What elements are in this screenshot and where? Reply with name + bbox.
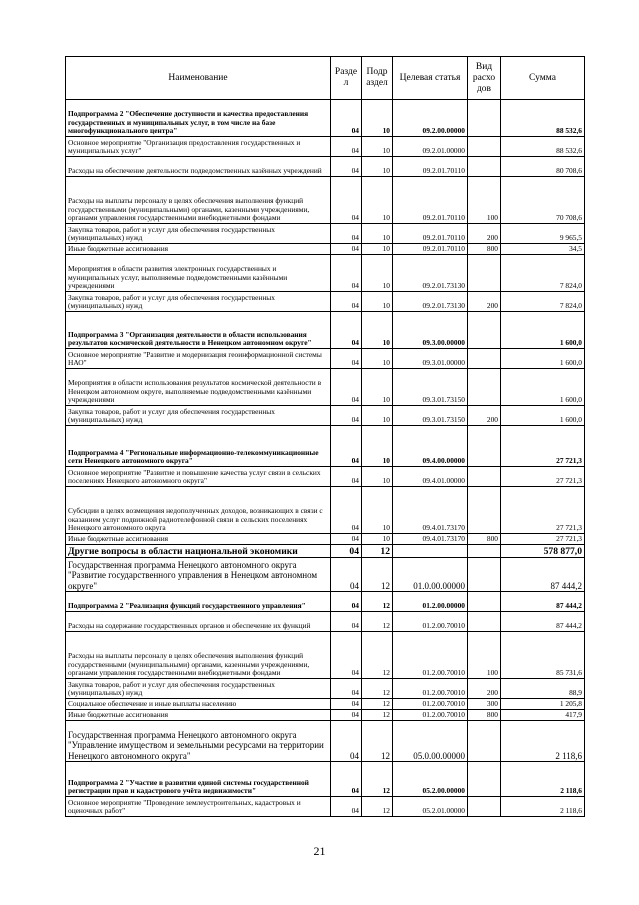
row-target: 09.2.01.70110 (393, 157, 468, 177)
row-razdel: 04 (331, 679, 362, 699)
row-podrazdel: 10 (362, 534, 393, 545)
row-sum: 34,5 (501, 244, 585, 255)
row-sum: 7 824,0 (501, 255, 585, 292)
row-podrazdel: 10 (362, 100, 393, 137)
row-razdel: 04 (331, 797, 362, 817)
row-podrazdel: 12 (362, 558, 393, 592)
row-name: Иные бюджетные ассигнования (66, 534, 331, 545)
row-podrazdel: 10 (362, 244, 393, 255)
header-sum: Сумма (501, 57, 585, 100)
row-sum: 27 721,3 (501, 534, 585, 545)
row-podrazdel: 10 (362, 292, 393, 312)
row-sum: 9 965,5 (501, 224, 585, 244)
row-razdel: 04 (331, 710, 362, 721)
row-sum: 2 118,6 (501, 797, 585, 817)
row-podrazdel: 10 (362, 312, 393, 349)
row-sum: 87 444,2 (501, 592, 585, 612)
row-razdel: 04 (331, 406, 362, 426)
row-sum: 7 824,0 (501, 292, 585, 312)
row-target: 01.0.00.00000 (393, 558, 468, 592)
row-sum: 88 532,6 (501, 100, 585, 137)
row-name: Подпрограмма 4 "Региональные информационно-телекоммуникационные сети Ненецкого автономного округа" (66, 426, 331, 467)
row-name: Подпрограмма 2 "Реализация функций государственного управления" (66, 592, 331, 612)
table-row (66, 349, 585, 369)
table-row (66, 369, 585, 406)
row-podrazdel: 10 (362, 157, 393, 177)
row-name: Иные бюджетные ассигнования (66, 710, 331, 721)
row-razdel: 04 (331, 612, 362, 632)
row-target: 09.3.01.00000 (393, 349, 468, 369)
row-target: 09.2.01.00000 (393, 137, 468, 157)
row-target: 05.2.00.00000 (393, 762, 468, 797)
row-razdel: 04 (331, 721, 362, 762)
row-razdel: 04 (331, 426, 362, 467)
page-number: 21 (313, 844, 326, 858)
row-vid (468, 762, 501, 797)
row-vid: 100 (468, 632, 501, 679)
row-target: 09.4.00.00000 (393, 426, 468, 467)
row-vid: 200 (468, 679, 501, 699)
row-vid (468, 545, 501, 558)
table-row (66, 244, 585, 255)
row-vid: 100 (468, 177, 501, 224)
row-name: Основное мероприятие "Развитие и модернизация геоинформационной системы НАО" (66, 349, 331, 369)
row-podrazdel: 10 (362, 177, 393, 224)
row-razdel: 04 (331, 244, 362, 255)
row-vid (468, 312, 501, 349)
row-name: Расходы на содержание государственных органов и обеспечение их функций (66, 612, 331, 632)
row-razdel: 04 (331, 699, 362, 710)
row-target: 01.2.00.70010 (393, 632, 468, 679)
row-sum: 70 708,6 (501, 177, 585, 224)
row-target (393, 545, 468, 558)
row-vid (468, 612, 501, 632)
table-row (66, 762, 585, 797)
row-razdel: 04 (331, 100, 362, 137)
table-row (66, 255, 585, 292)
row-name: Закупка товаров, работ и услуг для обеспечения государственных (муниципальных) нужд (66, 292, 331, 312)
table-row (66, 545, 585, 558)
row-target: 09.4.01.00000 (393, 467, 468, 487)
row-vid: 300 (468, 699, 501, 710)
row-sum: 27 721,3 (501, 487, 585, 534)
table-row (66, 157, 585, 177)
budget-table (65, 56, 585, 817)
row-podrazdel: 12 (362, 545, 393, 558)
header-razdel: Разде л (331, 57, 362, 100)
row-podrazdel: 10 (362, 369, 393, 406)
table-row (66, 679, 585, 699)
row-razdel: 04 (331, 137, 362, 157)
row-vid (468, 797, 501, 817)
table-row (66, 710, 585, 721)
row-sum: 1 600,0 (501, 406, 585, 426)
row-target: 05.0.00.00000 (393, 721, 468, 762)
row-name: Мероприятия в области развития электронных государственных и муниципальных услуг, выполняемые подведомственными казёнными учреждениями (66, 255, 331, 292)
row-podrazdel: 12 (362, 679, 393, 699)
row-target: 09.4.01.73170 (393, 534, 468, 545)
row-podrazdel: 10 (362, 255, 393, 292)
row-sum: 85 731,6 (501, 632, 585, 679)
row-vid: 800 (468, 534, 501, 545)
row-vid (468, 157, 501, 177)
row-name: Основное мероприятие "Развитие и повышение качества услуг связи в сельских поселениях Ненецкого автономного округа" (66, 467, 331, 487)
row-name: Закупка товаров, работ и услуг для обеспечения государственных (муниципальных) нужд (66, 224, 331, 244)
row-razdel: 04 (331, 558, 362, 592)
row-sum: 1 600,0 (501, 349, 585, 369)
row-name: Основное мероприятие "Проведение землеустроительных, кадастровых и оценочных работ" (66, 797, 331, 817)
row-name: Мероприятия в области использования результатов космической деятельности в Ненецком автономном округе, выполняемые подведомственными казёнными учреждениями (66, 369, 331, 406)
table-row (66, 467, 585, 487)
row-target: 09.2.01.73130 (393, 255, 468, 292)
row-razdel: 04 (331, 467, 362, 487)
row-sum: 80 708,6 (501, 157, 585, 177)
row-target: 09.3.00.00000 (393, 312, 468, 349)
row-podrazdel: 10 (362, 487, 393, 534)
row-vid: 200 (468, 224, 501, 244)
row-target: 01.2.00.70010 (393, 699, 468, 710)
row-target: 09.2.00.00000 (393, 100, 468, 137)
row-podrazdel: 12 (362, 632, 393, 679)
row-vid (468, 100, 501, 137)
row-razdel: 04 (331, 632, 362, 679)
row-target: 01.2.00.70010 (393, 710, 468, 721)
row-vid (468, 592, 501, 612)
row-vid: 800 (468, 244, 501, 255)
row-target: 05.2.01.00000 (393, 797, 468, 817)
row-name: Подпрограмма 2 "Участие в развитии единой системы государственной регистрации прав и кадастрового учёта недвижимости" (66, 762, 331, 797)
row-vid: 800 (468, 710, 501, 721)
row-name: Расходы на выплаты персоналу в целях обеспечения выполнения функций государственными (муниципальными) органами, казенными учреждениями, органами управления государственными внебюджетными фондами (66, 632, 331, 679)
row-sum: 1 600,0 (501, 312, 585, 349)
row-sum: 1 205,8 (501, 699, 585, 710)
row-name: Другие вопросы в области национальной экономики (66, 545, 331, 558)
header-podrazdel: Подр аздел (362, 57, 393, 100)
row-target: 01.2.00.70010 (393, 612, 468, 632)
row-target: 09.2.01.70110 (393, 244, 468, 255)
row-razdel: 04 (331, 487, 362, 534)
table-row (66, 224, 585, 244)
row-sum: 87 444,2 (501, 612, 585, 632)
row-vid (468, 558, 501, 592)
row-sum: 417,9 (501, 710, 585, 721)
row-podrazdel: 10 (362, 406, 393, 426)
table-row (66, 797, 585, 817)
row-vid (468, 349, 501, 369)
row-podrazdel: 10 (362, 426, 393, 467)
row-podrazdel: 10 (362, 349, 393, 369)
row-sum: 1 600,0 (501, 369, 585, 406)
table-row (66, 592, 585, 612)
row-sum: 27 721,3 (501, 426, 585, 467)
table-row (66, 137, 585, 157)
row-name: Основное мероприятие "Организация предоставления государственных и муниципальных услуг" (66, 137, 331, 157)
row-podrazdel: 12 (362, 699, 393, 710)
table-row (66, 558, 585, 592)
row-target: 01.2.00.00000 (393, 592, 468, 612)
table-row (66, 534, 585, 545)
row-target: 09.3.01.73150 (393, 406, 468, 426)
row-vid (468, 255, 501, 292)
row-razdel: 04 (331, 224, 362, 244)
header-target: Целевая статья (393, 57, 468, 100)
row-name: Закупка товаров, работ и услуг для обеспечения государственных (муниципальных) нужд (66, 406, 331, 426)
row-podrazdel: 12 (362, 721, 393, 762)
row-name: Расходы на обеспечение деятельности подведомственных казённых учреждений (66, 157, 331, 177)
row-podrazdel: 12 (362, 797, 393, 817)
row-vid: 200 (468, 292, 501, 312)
header-vid: Вид расхо дов (468, 57, 501, 100)
table-row (66, 426, 585, 467)
row-sum: 87 444,2 (501, 558, 585, 592)
header-name: Наименование (66, 57, 331, 100)
table-body (66, 100, 585, 817)
row-podrazdel: 12 (362, 612, 393, 632)
row-razdel: 04 (331, 545, 362, 558)
row-target: 09.2.01.73130 (393, 292, 468, 312)
row-name: Расходы на выплаты персоналу в целях обеспечения выполнения функций государственными (муниципальными) органами, казенными учреждениями, органами управления государственными внебюджетными фондами (66, 177, 331, 224)
row-podrazdel: 12 (362, 762, 393, 797)
table-row (66, 312, 585, 349)
row-razdel: 04 (331, 177, 362, 224)
row-sum: 88 532,6 (501, 137, 585, 157)
row-podrazdel: 12 (362, 592, 393, 612)
row-name: Государственная программа Ненецкого автономного округа "Развитие государственного управления в Ненецком автономном округе" (66, 558, 331, 592)
row-vid (468, 137, 501, 157)
row-razdel: 04 (331, 592, 362, 612)
row-name: Подпрограмма 3 "Организация деятельности в области использования результатов космической деятельности в Ненецком автономном округе" (66, 312, 331, 349)
row-name: Социальное обеспечение и иные выплаты населению (66, 699, 331, 710)
row-name: Иные бюджетные ассигнования (66, 244, 331, 255)
table-row (66, 721, 585, 762)
row-sum: 2 118,6 (501, 721, 585, 762)
row-target: 01.2.00.70010 (393, 679, 468, 699)
row-razdel: 04 (331, 349, 362, 369)
row-target: 09.2.01.70110 (393, 224, 468, 244)
row-vid (468, 467, 501, 487)
row-razdel: 04 (331, 157, 362, 177)
row-vid (468, 369, 501, 406)
table-row (66, 406, 585, 426)
table-header-row (66, 57, 585, 100)
row-vid: 200 (468, 406, 501, 426)
row-razdel: 04 (331, 255, 362, 292)
row-podrazdel: 10 (362, 137, 393, 157)
row-razdel: 04 (331, 369, 362, 406)
table-row (66, 177, 585, 224)
row-razdel: 04 (331, 534, 362, 545)
row-podrazdel: 10 (362, 467, 393, 487)
row-name: Субсидии в целях возмещения недополученных доходов, возникающих в связи с оказанием услуг подвижной радиотелефонной связи в сельских поселениях Ненецкого автономного округа (66, 487, 331, 534)
row-razdel: 04 (331, 292, 362, 312)
row-name: Государственная программа Ненецкого автономного округа "Управление имуществом и земельными ресурсами на территории Ненецкого автономного округа" (66, 721, 331, 762)
table-row (66, 292, 585, 312)
row-sum: 88,9 (501, 679, 585, 699)
table-row (66, 612, 585, 632)
row-target: 09.2.01.70110 (393, 177, 468, 224)
row-sum: 578 877,0 (501, 545, 585, 558)
table-row (66, 632, 585, 679)
row-name: Закупка товаров, работ и услуг для обеспечения государственных (муниципальных) нужд (66, 679, 331, 699)
row-sum: 2 118,6 (501, 762, 585, 797)
table-row (66, 699, 585, 710)
row-razdel: 04 (331, 312, 362, 349)
row-podrazdel: 10 (362, 224, 393, 244)
row-vid (468, 721, 501, 762)
row-target: 09.3.01.73150 (393, 369, 468, 406)
row-vid (468, 426, 501, 467)
row-vid (468, 487, 501, 534)
row-sum: 27 721,3 (501, 467, 585, 487)
table-row (66, 487, 585, 534)
row-name: Подпрограмма 2 "Обеспечение доступности и качества предоставления государственных и муниципальных услуг, в том числе на базе многофункционального центра" (66, 100, 331, 137)
row-podrazdel: 12 (362, 710, 393, 721)
row-target: 09.4.01.73170 (393, 487, 468, 534)
table-row (66, 100, 585, 137)
row-razdel: 04 (331, 762, 362, 797)
